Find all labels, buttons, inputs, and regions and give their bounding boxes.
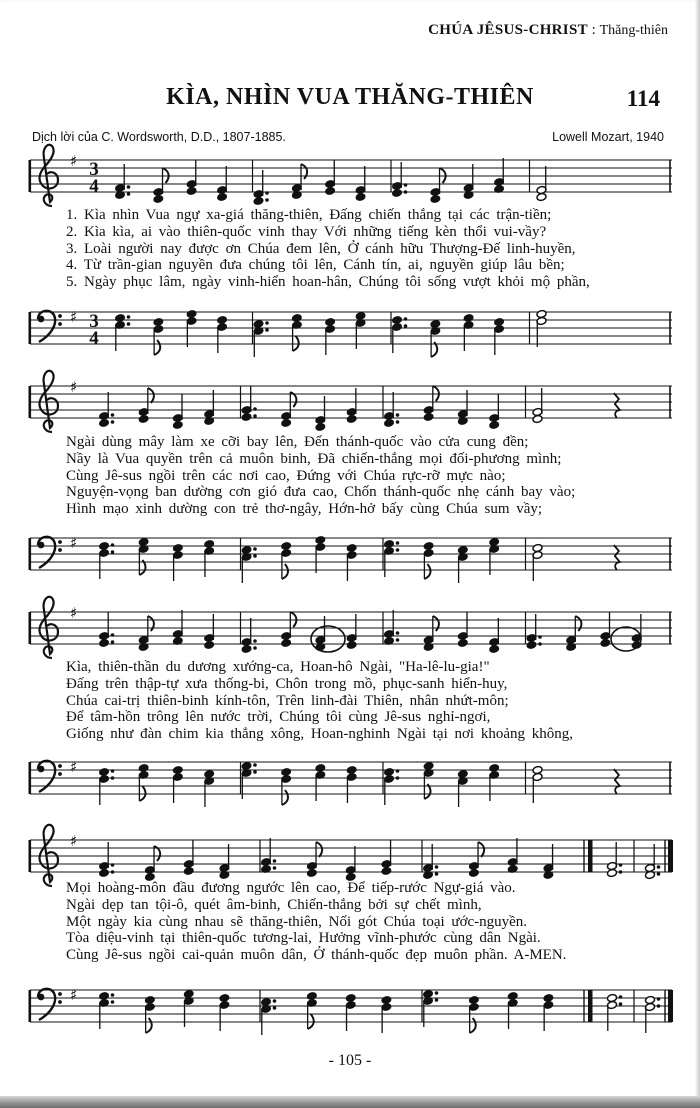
notehead (99, 542, 110, 551)
notehead (494, 318, 505, 327)
notehead (463, 314, 474, 323)
augmentation-dot (265, 191, 269, 195)
notehead (458, 770, 469, 779)
time-signature-bottom: 4 (89, 176, 99, 197)
notehead (241, 546, 252, 555)
lyric-line: Nầy là Vua quyền trên cả muôn binh, Đã chiến-thắng mọi đối-phương mình; (66, 450, 562, 467)
lyrics-system-4 (66, 880, 678, 964)
notehead (217, 316, 228, 325)
bass-clef-dot-icon (58, 992, 62, 996)
augmentation-dot (253, 646, 257, 650)
notehead (423, 762, 434, 771)
key-signature-sharp: ♯ (70, 378, 78, 396)
quarter-rest (614, 393, 620, 418)
lyrics-system-1 (66, 207, 678, 291)
thick-barline (588, 840, 593, 872)
notehead (458, 546, 469, 555)
notehead (173, 766, 184, 775)
notehead (346, 544, 357, 553)
augmentation-dot (273, 866, 277, 870)
notehead (325, 318, 336, 327)
notehead (423, 413, 434, 422)
lyric-line: Nguyện-vọng ban dường cơn gió đưa cao, Chốn thánh-quốc nhẹ cánh bay vào; (66, 484, 576, 501)
notehead (430, 320, 441, 329)
augmentation-dot (253, 770, 257, 774)
bass-staff-system-4 (28, 966, 674, 1050)
lyric-line: Kìa, thiên-thần du dương xướng-ca, Hoan-hô Ngài, "Ha-lê-lu-gia!" (66, 659, 490, 675)
eighth-flag (316, 842, 322, 857)
key-signature-sharp: ♯ (70, 758, 78, 776)
bass-clef-dot-icon (58, 314, 62, 318)
eighth-flag (154, 340, 160, 355)
section-category: CHÚA JÊSUS-CHRIST (428, 22, 588, 38)
augmentation-dot (265, 321, 269, 325)
bass-staff-system-1 (28, 288, 674, 372)
quarter-rest (614, 545, 620, 570)
notehead (469, 996, 480, 1005)
section-separator: : (587, 22, 600, 38)
augmentation-dot (619, 995, 623, 999)
bass-clef-icon (38, 761, 55, 792)
bass-clef-icon (38, 989, 55, 1020)
treble-clef-icon (40, 145, 58, 206)
bass-clef-dot-icon (58, 772, 62, 776)
notehead (392, 316, 403, 325)
eighth-flag (478, 842, 484, 857)
augmentation-dot (273, 859, 277, 863)
eighth-flag (148, 388, 154, 403)
notehead (392, 189, 403, 198)
notehead (99, 419, 110, 428)
lyric-line: Tòa diệu-vinh tại thiên-quốc tương-lai, Hưởng vĩnh-phước cùng dân Ngài. (66, 930, 541, 947)
system-barline (29, 612, 32, 644)
notehead (307, 992, 318, 1001)
notehead (355, 193, 366, 202)
notehead (204, 540, 215, 549)
augmentation-dot (657, 997, 661, 1001)
lyric-line: Ngài dùng mây làm xe cỡi bay lên, Đến thánh-quốc vào cửa cung đền; (66, 434, 529, 450)
augmentation-dot (111, 543, 115, 547)
notehead (423, 542, 434, 551)
augmentation-dot (619, 870, 623, 874)
augmentation-dot (396, 638, 400, 642)
notehead (253, 197, 264, 206)
notehead (153, 318, 164, 327)
final-thick-barline (668, 990, 673, 1022)
lyricist-credit: Dịch lời của C. Wordsworth, D.D., 1807-1885. (32, 130, 286, 144)
notehead (384, 768, 395, 777)
augmentation-dot (253, 547, 257, 551)
notehead (325, 187, 336, 196)
notehead (99, 869, 110, 878)
notehead (315, 423, 326, 432)
augmentation-dot (396, 631, 400, 635)
key-signature-sharp: ♯ (70, 308, 78, 326)
bass-clef-dot-icon (58, 548, 62, 552)
lyric-line: 1. Kìa nhìn Vua ngự xa-giá thăng-thiên, Đấng chiến thắng tại các trận-tiền; (66, 207, 552, 223)
system-barline (29, 312, 32, 344)
notehead (607, 869, 618, 878)
notehead (253, 320, 264, 329)
bass-staff-system-3 (28, 738, 674, 822)
notehead (186, 310, 197, 319)
notehead (183, 867, 194, 876)
lyric-line: 5. Ngày phục lâm, ngày vinh-hiển hoan-hân, Chúng tôi sống vượt khỏi mộ phần, (66, 274, 590, 291)
augmentation-dot (111, 550, 115, 554)
augmentation-dot (396, 413, 400, 417)
eighth-flag (146, 1018, 152, 1033)
hymn-number: 114 (626, 86, 660, 111)
bass-staff-system-2 (28, 514, 674, 598)
augmentation-dot (396, 548, 400, 552)
augmentation-dot (127, 185, 131, 189)
augmentation-dot (111, 993, 115, 997)
notehead (458, 639, 469, 648)
lyric-line: 3. Loài người nay được ơn Chúa đem lên, Ở cánh hữu Thượng-Đế linh-huyền, (66, 240, 576, 257)
augmentation-dot (396, 420, 400, 424)
augmentation-dot (127, 322, 131, 326)
augmentation-dot (253, 763, 257, 767)
eighth-flag (301, 164, 307, 179)
notehead (292, 314, 303, 323)
notehead (241, 413, 252, 422)
eighth-flag (470, 1018, 476, 1033)
bass-clef-dot-icon (58, 1000, 62, 1004)
notehead (355, 312, 366, 321)
augmentation-dot (538, 642, 542, 646)
augmentation-dot (253, 414, 257, 418)
title-row (0, 84, 700, 111)
notehead (173, 421, 184, 430)
notehead (204, 770, 215, 779)
lyric-line: Đấng trên thập-tự xưa thống-bi, Chôn trong mồ, phục-sanh hiển-huy, (66, 675, 508, 692)
lyric-line: Mọi hoàng-môn đầu đương ngước lên cao, Để tiếp-rước Ngự-giá vào. (66, 880, 516, 896)
key-signature-sharp: ♯ (70, 534, 78, 552)
augmentation-dot (265, 328, 269, 332)
augmentation-dot (111, 420, 115, 424)
notehead (345, 994, 356, 1003)
augmentation-dot (273, 1006, 277, 1010)
key-signature-sharp: ♯ (70, 604, 78, 622)
notehead (307, 869, 318, 878)
hymn-title: KÌA, NHÌN VUA THĂNG-THIÊN (166, 84, 534, 110)
notehead (217, 193, 228, 202)
augmentation-dot (538, 635, 542, 639)
notehead (138, 415, 149, 424)
notehead (489, 538, 500, 547)
key-signature-sharp: ♯ (70, 152, 78, 170)
section-subcategory: Thăng-thiên (599, 23, 668, 38)
augmentation-dot (435, 865, 439, 869)
notehead (183, 990, 194, 999)
notehead (346, 641, 357, 650)
augmentation-dot (657, 865, 661, 869)
augmentation-dot (273, 999, 277, 1003)
notehead (281, 639, 292, 648)
lyric-line: Hình mạo xinh dường con trẻ thơ-ngây, Hớn-hở bấy cùng Chúa sum vầy; (66, 501, 543, 518)
notehead (430, 195, 441, 204)
system-barline (29, 840, 32, 872)
notehead (186, 187, 197, 196)
quarter-rest (614, 769, 620, 794)
augmentation-dot (435, 998, 439, 1002)
notehead (281, 542, 292, 551)
time-signature-bottom: 4 (89, 328, 99, 349)
lyric-line: Ngài dẹp tan tội-ô, quét âm-binh, Chiến-thắng bởi sự chết mình, (66, 896, 482, 913)
notehead (281, 419, 292, 428)
notehead (381, 867, 392, 876)
time-signature-top: 3 (89, 159, 99, 180)
thick-barline (588, 990, 593, 1022)
augmentation-dot (619, 1002, 623, 1006)
page-number: - 105 - (328, 1052, 372, 1069)
notehead (145, 996, 156, 1005)
notehead (315, 536, 326, 545)
lyric-line: 4. Từ trần-gian nguyền đưa chúng tôi lên, Cánh tín, ai, nguyền giúp lâu bền; (66, 257, 565, 274)
notehead (99, 992, 110, 1001)
augmentation-dot (253, 407, 257, 411)
notehead (507, 992, 518, 1001)
treble-clef-icon (40, 371, 58, 432)
lyric-line: 2. Kìa kìa, ai vào thiên-quốc vinh thay Với những tiếng kèn thổi vui-vầy? (66, 223, 547, 240)
notehead (381, 996, 392, 1005)
notehead (384, 419, 395, 428)
notehead (261, 998, 272, 1007)
augmentation-dot (111, 640, 115, 644)
system-barline (29, 160, 32, 192)
key-signature-sharp: ♯ (70, 986, 78, 1004)
composer-credit: Lowell Mozart, 1940 (552, 130, 664, 144)
notehead (543, 994, 554, 1003)
lyric-line: Cùng Jê-sus ngồi cai-quản muôn dân, Ở thánh-quốc đẹp muôn phần. A-MEN. (66, 947, 567, 964)
eighth-flag (282, 790, 288, 805)
augmentation-dot (396, 541, 400, 545)
augmentation-dot (657, 872, 661, 876)
bass-clef-dot-icon (58, 322, 62, 326)
treble-clef-icon (40, 597, 58, 658)
augmentation-dot (265, 198, 269, 202)
lyric-line: Chúa cai-trị thiên-binh kính-tôn, Trên linh-đài Thiên, nhân nhứt-môn; (66, 692, 509, 709)
notehead (138, 538, 149, 547)
augmentation-dot (253, 639, 257, 643)
notehead (241, 645, 252, 654)
augmentation-dot (127, 315, 131, 319)
augmentation-dot (404, 190, 408, 194)
augmentation-dot (404, 324, 408, 328)
notehead (241, 762, 252, 771)
notehead (204, 641, 215, 650)
bass-clef-icon (38, 311, 55, 342)
notehead (281, 768, 292, 777)
augmentation-dot (396, 769, 400, 773)
augmentation-dot (396, 776, 400, 780)
augmentation-dot (404, 183, 408, 187)
eighth-flag (433, 616, 439, 631)
lyric-line: Để tâm-hồn trông lên nước trời, Chúng tôi cùng Jê-sus nghỉ-ngơi, (66, 709, 491, 726)
section-header (428, 22, 668, 39)
notehead (315, 764, 326, 773)
system-barline (29, 990, 32, 1022)
notehead (153, 195, 164, 204)
lyric-line: Một ngày kia cùng nhau sẽ thăng-thiên, Nối gót Chúa toại ước-nguyền. (66, 913, 528, 930)
notehead (115, 314, 126, 323)
augmentation-dot (435, 872, 439, 876)
eighth-flag (575, 616, 581, 631)
scan-edge-right (695, 0, 700, 1108)
augmentation-dot (657, 1004, 661, 1008)
eighth-flag (148, 616, 154, 631)
lyrics-system-2 (66, 434, 678, 518)
notehead (346, 766, 357, 775)
notehead (423, 990, 434, 999)
eighth-flag (282, 564, 288, 579)
notehead (99, 768, 110, 777)
augmentation-dot (111, 413, 115, 417)
notehead (469, 869, 480, 878)
augmentation-dot (404, 317, 408, 321)
notehead (600, 639, 611, 648)
notehead (99, 639, 110, 648)
system-barline (29, 762, 32, 794)
system-barline (29, 538, 32, 570)
final-thick-barline (668, 840, 673, 872)
notehead (489, 421, 500, 430)
key-signature-sharp: ♯ (70, 832, 78, 850)
lyric-line: Giống như đàn chim kia thẳng xông, Hoan-nghinh Ngài tại nơi khoảng không, (66, 726, 573, 743)
notehead (219, 994, 230, 1003)
time-signature-top: 3 (89, 311, 99, 332)
notehead (526, 641, 537, 650)
augmentation-dot (111, 1000, 115, 1004)
augmentation-dot (619, 863, 623, 867)
augmentation-dot (111, 769, 115, 773)
lyrics-system-3 (66, 659, 678, 743)
eighth-flag (424, 564, 430, 579)
scan-edge-bottom (0, 1096, 700, 1108)
notehead (346, 415, 357, 424)
notehead (384, 540, 395, 549)
augmentation-dot (111, 633, 115, 637)
augmentation-dot (111, 863, 115, 867)
notehead (489, 764, 500, 773)
notehead (532, 415, 543, 424)
bass-clef-dot-icon (58, 540, 62, 544)
augmentation-dot (127, 192, 131, 196)
augmentation-dot (435, 991, 439, 995)
notehead (536, 193, 547, 202)
augmentation-dot (111, 870, 115, 874)
bass-clef-dot-icon (58, 764, 62, 768)
system-barline (29, 386, 32, 418)
augmentation-dot (111, 776, 115, 780)
augmentation-dot (253, 554, 257, 558)
bass-clef-icon (38, 537, 55, 568)
notehead (138, 764, 149, 773)
notehead (489, 645, 500, 654)
lyric-line: Cùng Jê-sus ngồi trên các nơi cao, Đứng với Chúa rực-rỡ mực nào; (66, 467, 506, 484)
treble-clef-icon (40, 825, 58, 886)
notehead (173, 544, 184, 553)
